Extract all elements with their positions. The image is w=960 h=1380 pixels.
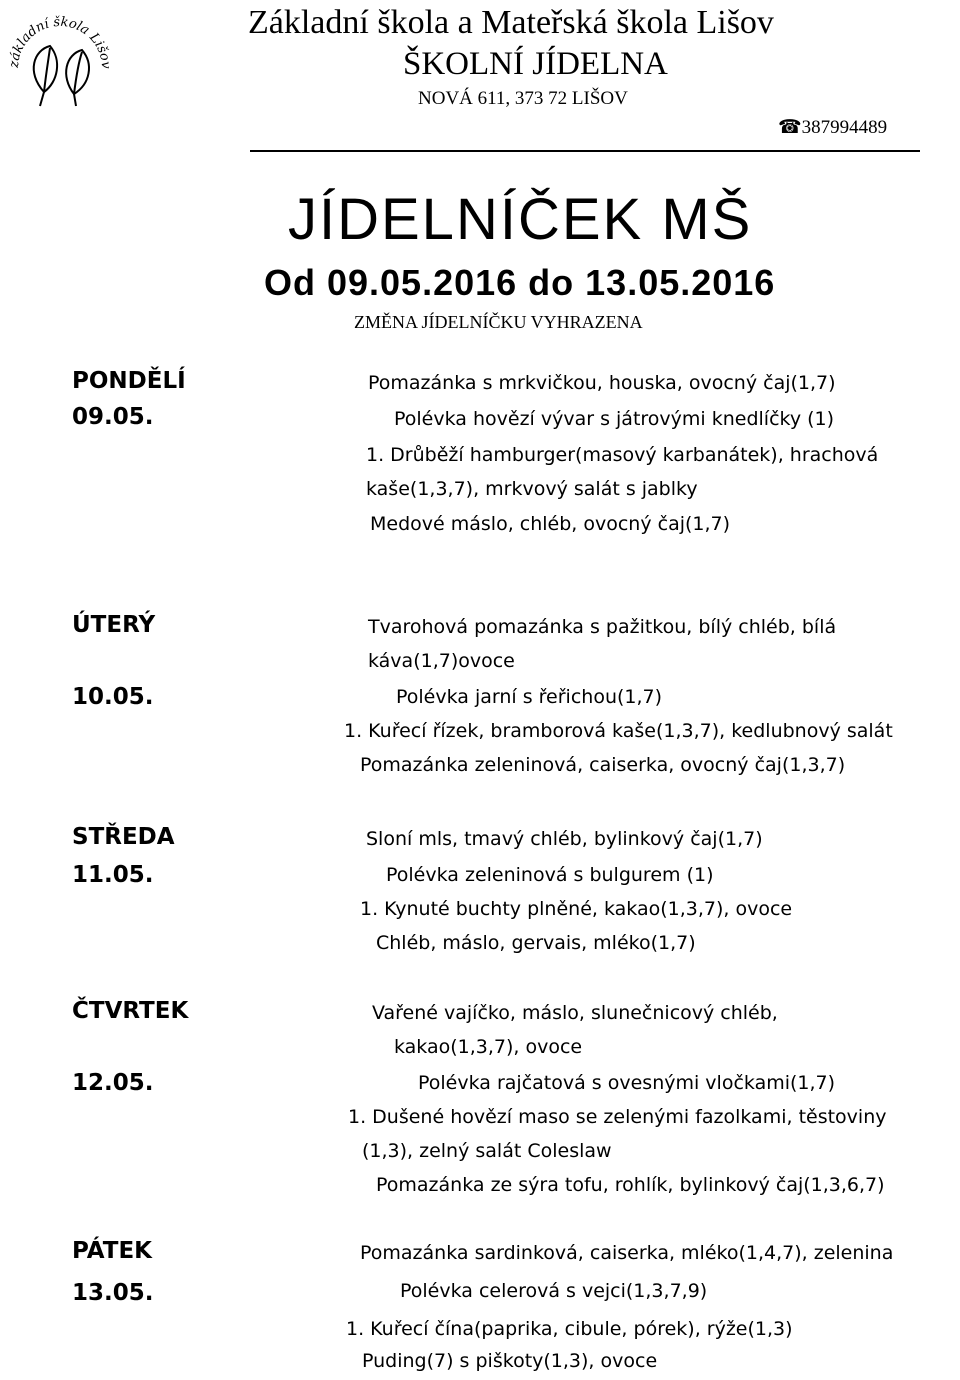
day-name: ČTVRTEK [72, 998, 189, 1024]
menu-line: Chléb, máslo, gervais, mléko(1,7) [376, 932, 696, 954]
day-date: 09.05. [72, 404, 154, 430]
menu-line: Polévka celerová s vejci(1,3,7,9) [400, 1280, 708, 1302]
change-notice: ZMĚNA JÍDELNÍČKU VYHRAZENA [354, 312, 643, 332]
logo-lettering: základní škola Lišov [6, 14, 114, 70]
day-name: PÁTEK [72, 1238, 152, 1264]
phone-number [778, 116, 887, 139]
menu-line: 1. Dušené hovězí maso se zelenými fazolkami, těstoviny [348, 1106, 887, 1128]
day-date: 12.05. [72, 1070, 154, 1096]
menu-line: (1,3), zelný salát Coleslaw [362, 1140, 612, 1162]
menu-line: Polévka hovězí vývar s játrovými knedlíčky (1) [394, 408, 835, 430]
menu-line: Pomazánka ze sýra tofu, rohlík, bylinkový čaj(1,3,6,7) [376, 1174, 885, 1196]
menu-line: Medové máslo, chléb, ovocný čaj(1,7) [370, 513, 731, 535]
menu-line: Sloní mls, tmavý chléb, bylinkový čaj(1,7) [366, 828, 763, 850]
menu-line: Tvarohová pomazánka s pažitkou, bílý chléb, bílá [368, 616, 837, 638]
phone-icon: ☎ [778, 117, 802, 138]
day-name: ÚTERÝ [72, 612, 156, 638]
menu-line: 1. Drůběží hamburger(masový karbanátek), hrachová [366, 444, 879, 466]
day-date: 13.05. [72, 1280, 154, 1306]
day-date: 11.05. [72, 862, 154, 888]
menu-line: Polévka jarní s řeřichou(1,7) [396, 686, 663, 708]
menu-line: Pomazánka s mrkvičkou, houska, ovocný čaj(1,7) [368, 372, 836, 394]
logo-leaf-icon [34, 46, 89, 106]
menu-line: Vařené vajíčko, máslo, slunečnicový chléb, [372, 1002, 778, 1024]
menu-line: Pomazánka sardinková, caiserka, mléko(1,4,7), zelenina [360, 1242, 894, 1264]
day-name: STŘEDA [72, 824, 175, 850]
menu-line: Polévka zeleninová s bulgurem (1) [386, 864, 714, 886]
menu-line: kaše(1,3,7), mrkvový salát s jablky [366, 478, 698, 500]
school-logo [4, 2, 116, 112]
header-divider [250, 150, 920, 152]
school-address: NOVÁ 611, 373 72 LIŠOV [418, 88, 628, 109]
menu-line: 1. Kuřecí čína(paprika, cibule, pórek), rýže(1,3) [346, 1318, 793, 1340]
menu-line: 1. Kuřecí řízek, bramborová kaše(1,3,7), kedlubnový salát [344, 720, 893, 742]
day-name: PONDĚLÍ [72, 368, 186, 394]
date-range: Od 09.05.2016 do 13.05.2016 [264, 262, 776, 303]
menu-line: káva(1,7)ovoce [368, 650, 515, 672]
menu-line: Pomazánka zeleninová, caiserka, ovocný čaj(1,3,7) [360, 754, 846, 776]
menu-line: kakao(1,3,7), ovoce [394, 1036, 583, 1058]
day-date: 10.05. [72, 684, 154, 710]
phone-value: 387994489 [801, 117, 888, 138]
svg-text:základní škola Lišov [7, 15, 113, 70]
canteen-name: ŠKOLNÍ JÍDELNA [403, 46, 668, 82]
school-name: Základní škola a Mateřská škola Lišov [248, 4, 774, 41]
menu-line: 1. Kynuté buchty plněné, kakao(1,3,7), ovoce [360, 898, 793, 920]
menu-title: JÍDELNÍČEK MŠ [288, 187, 753, 252]
menu-line: Polévka rajčatová s ovesnými vločkami(1,7) [418, 1072, 836, 1094]
menu-line: Puding(7) s piškoty(1,3), ovoce [362, 1350, 658, 1372]
